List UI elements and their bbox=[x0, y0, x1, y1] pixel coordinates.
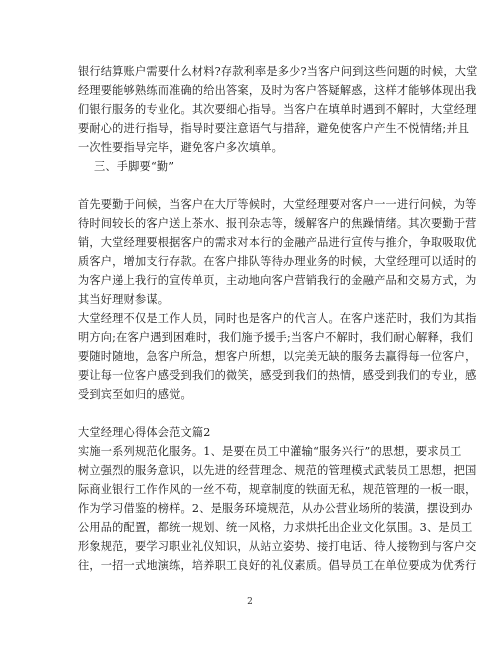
text-line: 一次性要指导完毕，避免客户多次填单。 bbox=[78, 141, 283, 154]
text-line: 质客户，增加支行存款。在客户排队等待办理业务的时候，大堂经理可以适时的 bbox=[78, 255, 477, 268]
text-line: 受到宾至如归的感觉。 bbox=[78, 388, 192, 401]
text-line: 树立强烈的服务意识，以先进的经营理念、规范的管理模式武装员工思想，把国 bbox=[78, 464, 477, 477]
text-line: 经理要能够熟练而准确的给出答案，及时为客户答疑解惑，这样才能够体现出我 bbox=[78, 84, 477, 97]
text-line: 实施一系列规范化服务。1、是要在员工中灌输“服务兴行”的思想，要求员工 bbox=[78, 445, 462, 458]
paragraph-4 bbox=[78, 423, 477, 575]
text-line: 销，大堂经理要根据客户的需求对本行的金融产品进行宣传与推介，争取吸取优 bbox=[78, 236, 477, 249]
text-line: 际商业银行工作作风的一丝不苟，规章制度的铁面无私，规范管理的一板一眼， bbox=[78, 483, 477, 496]
text-line: 要让每一位客户感受到我们的微笑，感受到我们的热情，感受到我们的专业，感 bbox=[78, 369, 477, 382]
text-line: 要随时随地，急客户所急，想客户所想，以完美无缺的服务去赢得每一位客户， bbox=[78, 350, 477, 363]
text-line: 们银行服务的专业化。其次要细心指导。当客户在填单时遇到不解时，大堂经理 bbox=[78, 103, 477, 116]
paragraph-1 bbox=[78, 62, 478, 157]
text-line: 作为学习借鉴的榜样。2、是服务环境规范，从办公营业场所的装潢，摆设到办 bbox=[78, 502, 473, 515]
subtitle-line: 大堂经理心得体会范文篇2 bbox=[78, 426, 211, 439]
text-line: 其当好理财参谋。 bbox=[78, 293, 170, 306]
text-line: 待时间较长的客户送上茶水、报刊杂志等，缓解客户的焦躁情绪。其次要勤于营 bbox=[78, 217, 477, 230]
paragraph-2 bbox=[78, 195, 477, 309]
page-number: 2 bbox=[247, 597, 253, 607]
text-line: 首先要勤于问候，当客户在大厅等候时，大堂经理要对客户一一进行问候，为等 bbox=[78, 198, 477, 211]
text-line: 形象规范，要学习职业礼仪知识，从站立姿势、接打电话、待人接物到与客户交 bbox=[78, 540, 477, 553]
text-line: 为客户递上我行的宣传单页，主动地向客户营销我行的金融产品和交易方式，为 bbox=[78, 274, 477, 287]
text-line: 要耐心的进行指导，指导时要注意语气与措辞，避免使客户产生不悦情绪;并且 bbox=[78, 122, 470, 135]
heading-text: 三、手脚要“勤” bbox=[94, 160, 175, 173]
text-line: 公用品的配置，都统一规划、统一风格，力求烘托出企业文化氛围。3、是员工 bbox=[78, 521, 473, 534]
text-line: 大堂经理不仅是工作人员，同时也是客户的代言人。在客户迷茫时，我们为其指 bbox=[78, 312, 477, 325]
section-heading bbox=[94, 157, 440, 176]
text-line: 明方向;在客户遇到困难时，我们施予援手;当客户不解时，我们耐心解释，我们 bbox=[78, 331, 474, 344]
text-line: 银行结算账户需要什么材料?存款利率是多少?当客户问到这些问题的时候，大堂 bbox=[78, 65, 478, 78]
text-line: 往，一招一式地演练，培养职工良好的礼仪素质。倡导员工在单位要成为优秀行 bbox=[78, 559, 477, 572]
paragraph-3 bbox=[78, 309, 477, 404]
